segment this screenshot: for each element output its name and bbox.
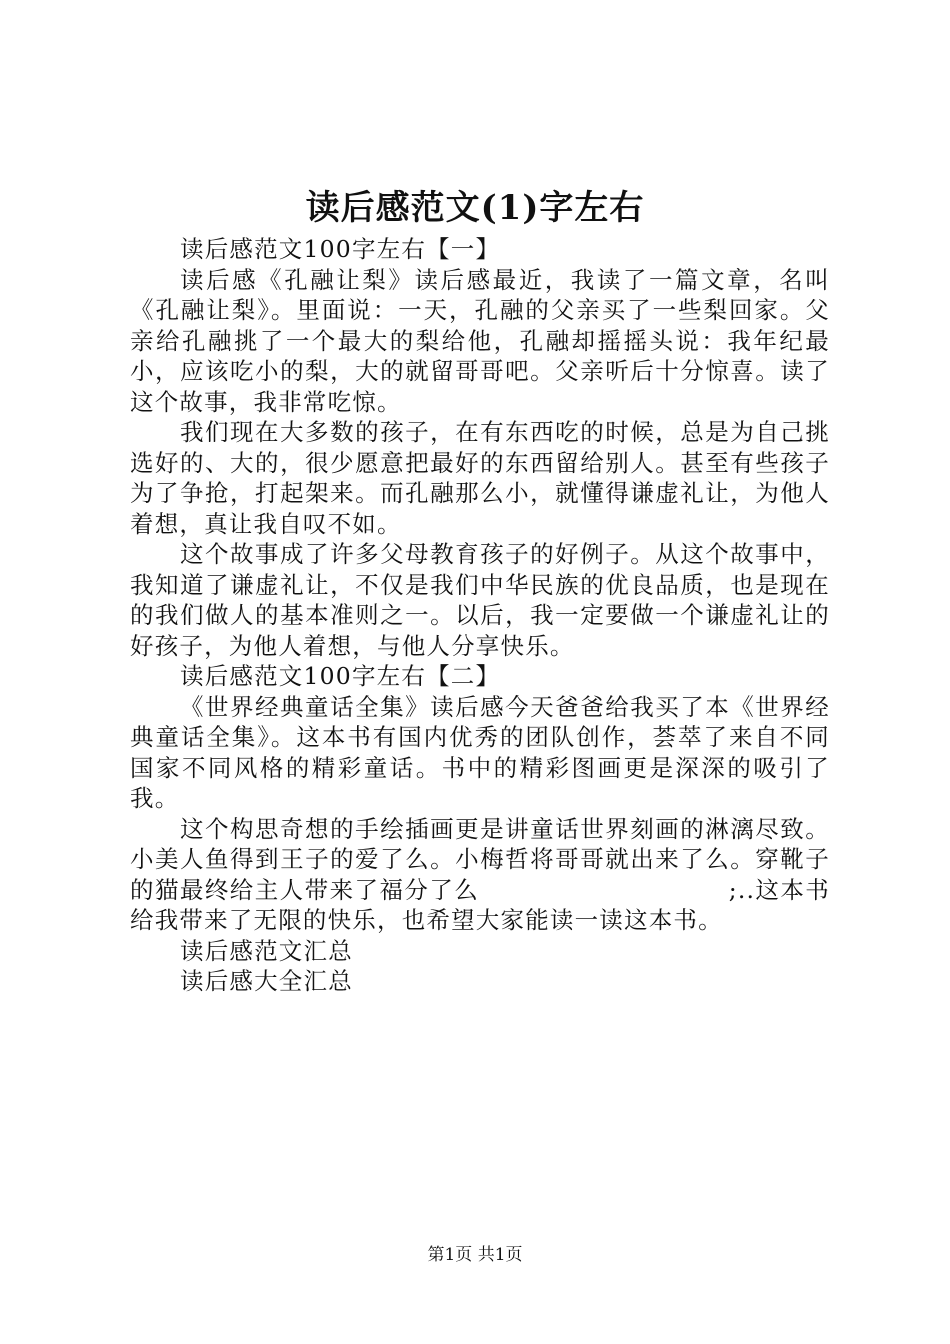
paragraph: 这个故事成了许多父母教育孩子的好例子。从这个故事中，我知道了谦虚礼让，不仅是我们中华民族的优良品质，也是现在的我们做人的基本准则之一。以后，我一定要做一个谦虚礼让的好孩子，为他人着想，与他人分享快乐。 <box>130 540 830 660</box>
paragraph: 这个构思奇想的手绘插画更是讲童话世界刻画的淋漓尽致。小美人鱼得到王子的爱了么。小梅哲将哥哥就出来了么。穿靴子的猫最终给主人带来了福分了么 ;..这本书给我带来了无限的快乐，也希望大家能读一读这本书。 <box>130 814 830 934</box>
document-body <box>130 234 830 997</box>
paragraph: 《世界经典童话全集》读后感今天爸爸给我买了本《世界经典童话全集》。这本书有国内优秀的团队创作，荟萃了来自不同国家不同风格的精彩童话。书中的精彩图画更是深深的吸引了我。 <box>130 692 830 812</box>
section-heading-1: 读后感范文100字左右【一】 <box>180 235 501 263</box>
related-link-collection: 读后感大全汇总 <box>180 967 353 995</box>
document-title: 读后感范文(1)字左右 <box>305 188 645 228</box>
paragraph: 我们现在大多数的孩子，在有东西吃的时候，总是为自己挑选好的、大的，很少愿意把最好的东西留给别人。甚至有些孩子为了争抢，打起架来。而孔融那么小，就懂得谦虚礼让，为他人着想，真让我自叹不如。 <box>130 418 830 538</box>
related-link-summary: 读后感范文汇总 <box>180 936 353 965</box>
paragraph: 读后感《孔融让梨》读后感最近，我读了一篇文章，名叫《孔融让梨》。里面说：一天，孔融的父亲买了一些梨回家。父亲给孔融挑了一个最大的梨给他，孔融却摇摇头说：我年纪最小，应该吃小的梨，大的就留哥哥吧。父亲听后十分惊喜。读了这个故事，我非常吃惊。 <box>130 265 830 416</box>
section-heading-2: 读后感范文100字左右【二】 <box>180 662 501 690</box>
page-number-footer: 第1页 共1页 <box>427 1245 523 1265</box>
